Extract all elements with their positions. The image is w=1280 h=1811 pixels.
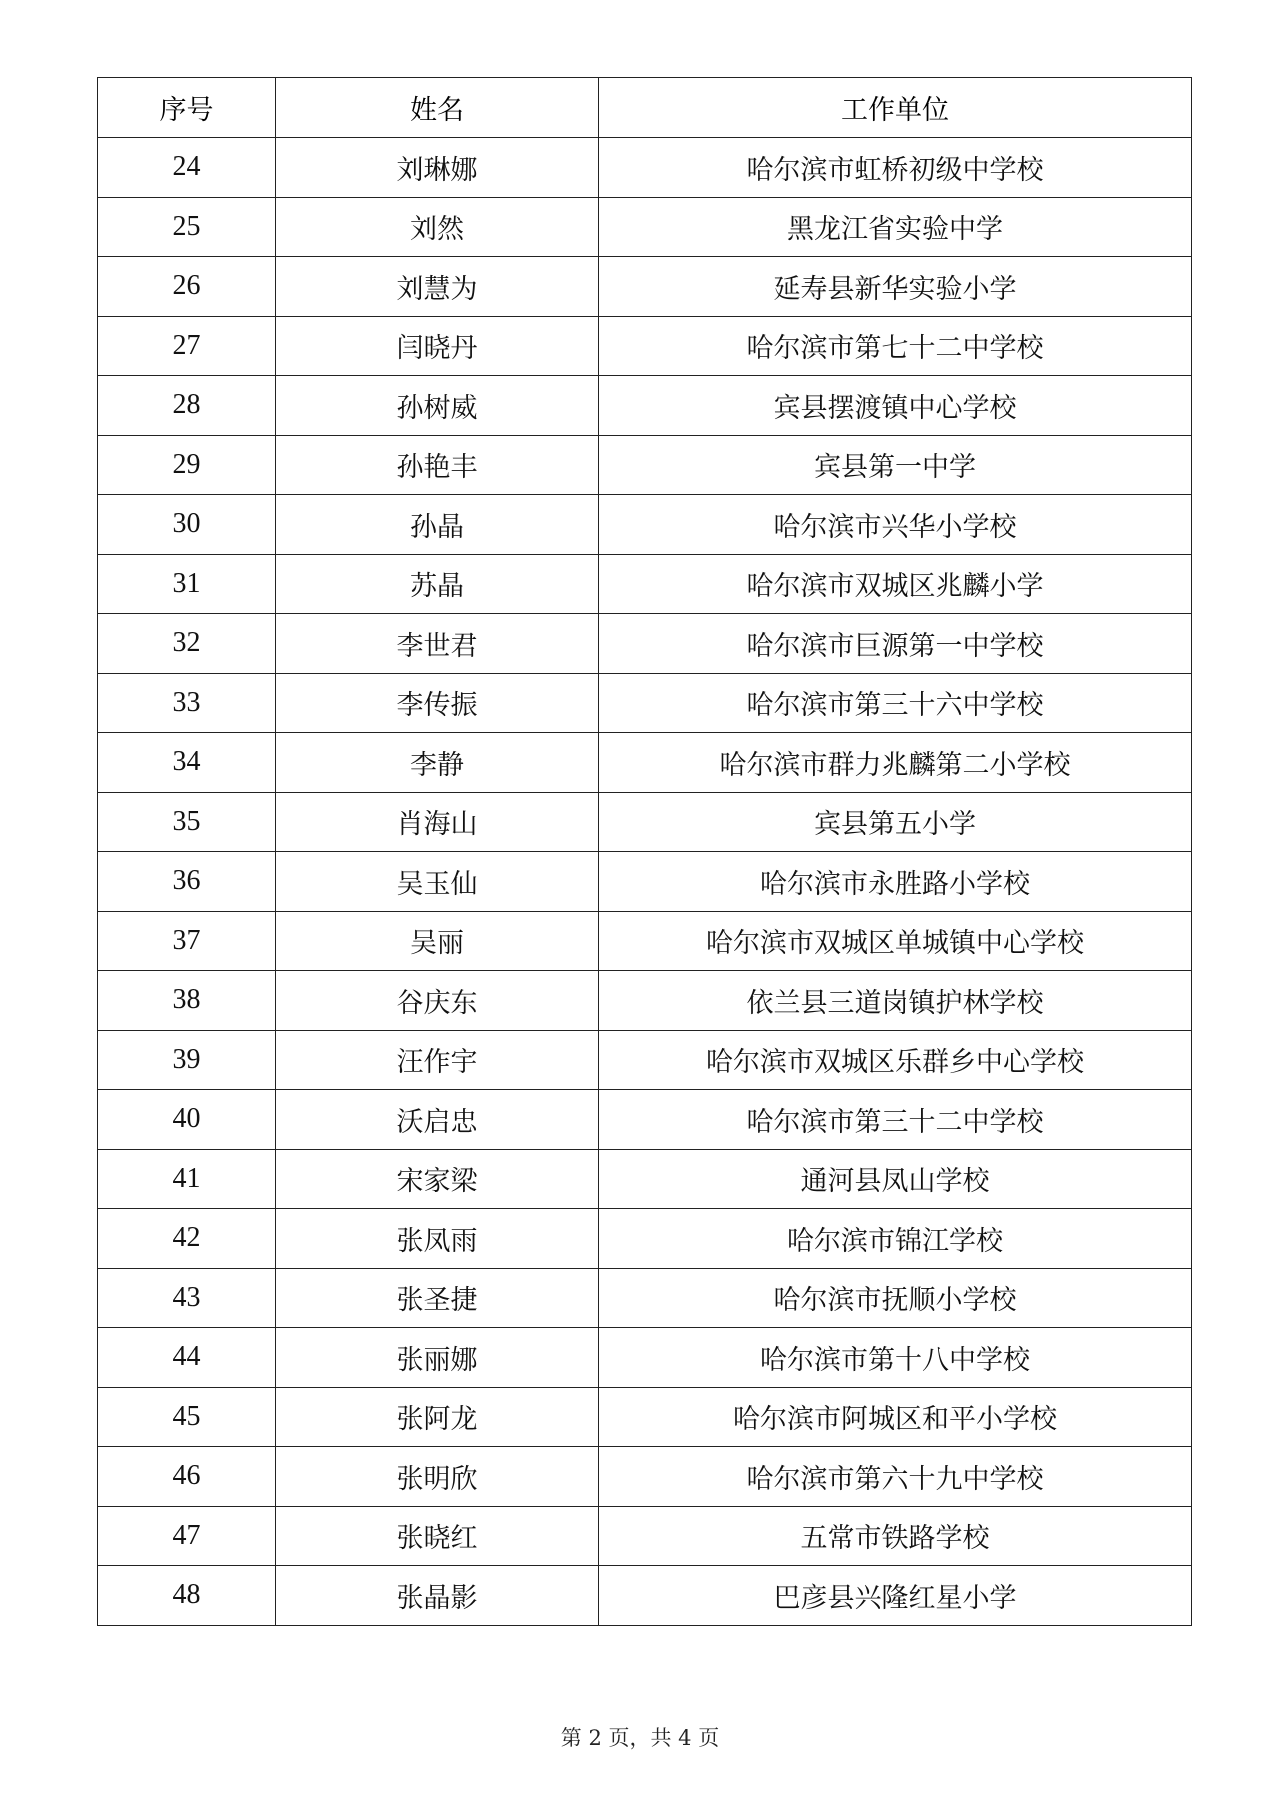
cell-no: 28 [98,376,276,436]
cell-no: 29 [98,435,276,495]
cell-no: 32 [98,614,276,674]
cell-org: 宾县第五小学 [599,792,1192,852]
cell-org: 黑龙江省实验中学 [599,197,1192,257]
cell-name: 张圣捷 [276,1268,599,1328]
cell-org: 哈尔滨市群力兆麟第二小学校 [599,733,1192,793]
table-row [98,733,1192,793]
cell-name: 孙晶 [276,495,599,555]
cell-org: 哈尔滨市第六十九中学校 [599,1447,1192,1507]
cell-no: 33 [98,673,276,733]
table-header-row [98,78,1192,138]
cell-no: 45 [98,1387,276,1447]
cell-no: 41 [98,1149,276,1209]
table-row [98,1268,1192,1328]
cell-org: 哈尔滨市第七十二中学校 [599,316,1192,376]
table-body [98,138,1192,1626]
cell-org: 宾县摆渡镇中心学校 [599,376,1192,436]
cell-org: 哈尔滨市第十八中学校 [599,1328,1192,1388]
table-row [98,197,1192,257]
table-row [98,971,1192,1031]
cell-org: 哈尔滨市巨源第一中学校 [599,614,1192,674]
cell-name: 刘慧为 [276,257,599,317]
table-row [98,1566,1192,1626]
cell-org: 哈尔滨市第三十六中学校 [599,673,1192,733]
cell-name: 谷庆东 [276,971,599,1031]
cell-name: 张晓红 [276,1506,599,1566]
cell-org: 哈尔滨市永胜路小学校 [599,852,1192,912]
cell-name: 肖海山 [276,792,599,852]
cell-org: 哈尔滨市阿城区和平小学校 [599,1387,1192,1447]
cell-no: 39 [98,1030,276,1090]
cell-name: 张明欣 [276,1447,599,1507]
header-name: 姓名 [276,78,599,138]
table-row [98,257,1192,317]
cell-org: 巴彦县兴隆红星小学 [599,1566,1192,1626]
cell-no: 31 [98,554,276,614]
cell-org: 依兰县三道岗镇护林学校 [599,971,1192,1031]
cell-org: 哈尔滨市双城区乐群乡中心学校 [599,1030,1192,1090]
table-row [98,1090,1192,1150]
table-row [98,852,1192,912]
roster-table [97,77,1192,1626]
table-row [98,1328,1192,1388]
cell-no: 46 [98,1447,276,1507]
header-no: 序号 [98,78,276,138]
table-row [98,1209,1192,1269]
table-row [98,1506,1192,1566]
cell-no: 36 [98,852,276,912]
cell-org: 哈尔滨市锦江学校 [599,1209,1192,1269]
table-row [98,435,1192,495]
cell-no: 43 [98,1268,276,1328]
table-row [98,495,1192,555]
page-number-footer: 第 2 页，共 4 页 [560,1726,720,1750]
cell-org: 哈尔滨市抚顺小学校 [599,1268,1192,1328]
cell-org: 哈尔滨市兴华小学校 [599,495,1192,555]
cell-name: 苏晶 [276,554,599,614]
table-row [98,1149,1192,1209]
cell-no: 44 [98,1328,276,1388]
cell-name: 吴丽 [276,911,599,971]
cell-org: 宾县第一中学 [599,435,1192,495]
cell-org: 延寿县新华实验小学 [599,257,1192,317]
cell-no: 26 [98,257,276,317]
cell-name: 刘琳娜 [276,138,599,198]
cell-no: 34 [98,733,276,793]
cell-name: 吴玉仙 [276,852,599,912]
table-row [98,376,1192,436]
cell-no: 48 [98,1566,276,1626]
table-row [98,1387,1192,1447]
cell-no: 38 [98,971,276,1031]
cell-name: 孙艳丰 [276,435,599,495]
cell-no: 27 [98,316,276,376]
cell-name: 汪作宇 [276,1030,599,1090]
table-row [98,673,1192,733]
table-row [98,911,1192,971]
table-row [98,614,1192,674]
cell-name: 张阿龙 [276,1387,599,1447]
cell-name: 孙树威 [276,376,599,436]
cell-no: 24 [98,138,276,198]
cell-name: 张凤雨 [276,1209,599,1269]
cell-name: 张丽娜 [276,1328,599,1388]
cell-no: 25 [98,197,276,257]
table-row [98,316,1192,376]
cell-org: 哈尔滨市双城区兆麟小学 [599,554,1192,614]
table-row [98,792,1192,852]
cell-no: 47 [98,1506,276,1566]
table-row [98,1447,1192,1507]
cell-name: 宋家梁 [276,1149,599,1209]
table-row [98,554,1192,614]
cell-no: 35 [98,792,276,852]
cell-org: 哈尔滨市虹桥初级中学校 [599,138,1192,198]
cell-no: 37 [98,911,276,971]
cell-name: 沃启忠 [276,1090,599,1150]
cell-org: 通河县凤山学校 [599,1149,1192,1209]
cell-name: 李静 [276,733,599,793]
cell-name: 李世君 [276,614,599,674]
cell-org: 五常市铁路学校 [599,1506,1192,1566]
cell-no: 40 [98,1090,276,1150]
cell-name: 闫晓丹 [276,316,599,376]
header-org: 工作单位 [599,78,1192,138]
cell-no: 30 [98,495,276,555]
cell-name: 李传振 [276,673,599,733]
cell-name: 张晶影 [276,1566,599,1626]
cell-org: 哈尔滨市双城区单城镇中心学校 [599,911,1192,971]
cell-no: 42 [98,1209,276,1269]
cell-org: 哈尔滨市第三十二中学校 [599,1090,1192,1150]
cell-name: 刘然 [276,197,599,257]
table-row [98,138,1192,198]
table-row [98,1030,1192,1090]
